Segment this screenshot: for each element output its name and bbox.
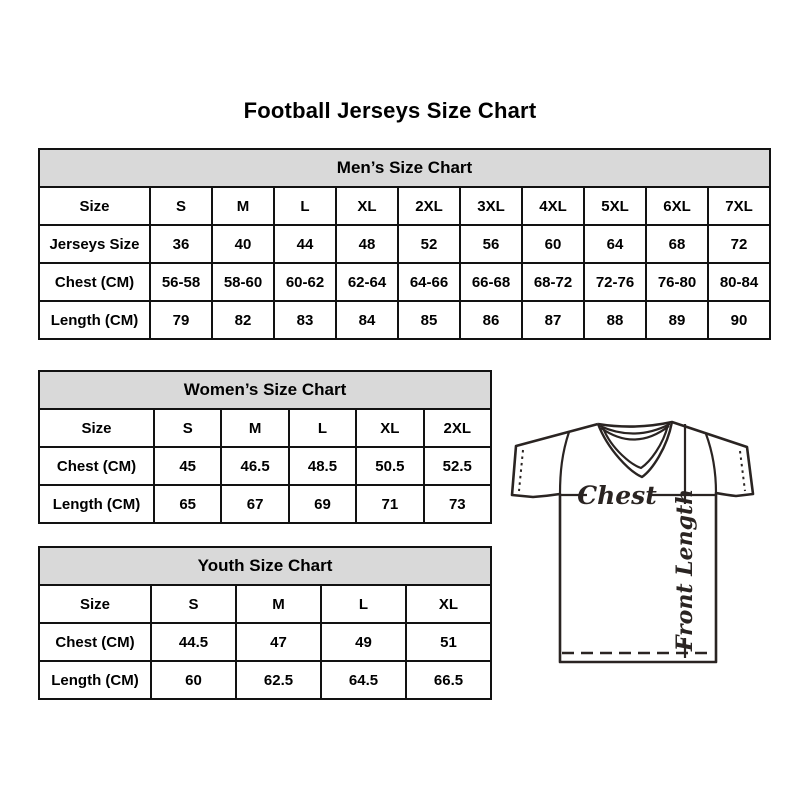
value-cell: 82 [212,301,274,339]
row-label: Chest (CM) [39,263,150,301]
value-cell: 47 [236,623,321,661]
column-header-row [39,585,491,623]
column-header: S [154,409,221,447]
value-cell: 56 [460,225,522,263]
value-cell: 51 [406,623,491,661]
table-row [39,263,770,301]
column-header: S [151,585,236,623]
value-cell: 85 [398,301,460,339]
value-cell: 52.5 [424,447,491,485]
column-header-row [39,187,770,225]
row-label: Chest (CM) [39,447,154,485]
value-cell: 40 [212,225,274,263]
mens-size-chart-table [38,148,771,340]
table-row [39,301,770,339]
value-cell: 65 [154,485,221,523]
column-header-size: Size [39,187,150,225]
value-cell: 86 [460,301,522,339]
value-cell: 62-64 [336,263,398,301]
left-sleeve-seam [560,432,569,494]
value-cell: 44 [274,225,336,263]
value-cell: 71 [356,485,423,523]
value-cell: 48.5 [289,447,356,485]
column-header: XL [406,585,491,623]
row-label: Chest (CM) [39,623,151,661]
mens-size-chart-title: Men’s Size Chart [39,149,770,187]
value-cell: 84 [336,301,398,339]
table-title-row [39,547,491,585]
value-cell: 72-76 [584,263,646,301]
value-cell: 60 [151,661,236,699]
column-header: 4XL [522,187,584,225]
value-cell: 52 [398,225,460,263]
value-cell: 64 [584,225,646,263]
value-cell: 36 [150,225,212,263]
column-header: 2XL [424,409,491,447]
value-cell: 80-84 [708,263,770,301]
table-row [39,661,491,699]
value-cell: 50.5 [356,447,423,485]
value-cell: 46.5 [221,447,288,485]
row-label: Length (CM) [39,485,154,523]
value-cell: 88 [584,301,646,339]
value-cell: 66.5 [406,661,491,699]
value-cell: 73 [424,485,491,523]
column-header: L [274,187,336,225]
table-title-row [39,149,770,187]
value-cell: 62.5 [236,661,321,699]
value-cell: 44.5 [151,623,236,661]
youth-size-chart-title: Youth Size Chart [39,547,491,585]
column-header: 2XL [398,187,460,225]
table-row [39,225,770,263]
right-sleeve-seam [706,434,716,493]
chest-label: Chest [577,481,657,510]
value-cell: 56-58 [150,263,212,301]
column-header: 3XL [460,187,522,225]
table-row [39,623,491,661]
value-cell: 90 [708,301,770,339]
value-cell: 89 [646,301,708,339]
row-label: Length (CM) [39,301,150,339]
row-label: Length (CM) [39,661,151,699]
column-header: M [221,409,288,447]
value-cell: 69 [289,485,356,523]
value-cell: 64.5 [321,661,406,699]
value-cell: 66-68 [460,263,522,301]
jersey-measurement-diagram [500,410,780,680]
column-header: L [289,409,356,447]
right-cuff-stitch-line [740,451,745,491]
column-header-size: Size [39,409,154,447]
column-header: M [212,187,274,225]
value-cell: 64-66 [398,263,460,301]
value-cell: 68-72 [522,263,584,301]
womens-size-chart-title: Women’s Size Chart [39,371,491,409]
column-header-size: Size [39,585,151,623]
value-cell: 83 [274,301,336,339]
column-header-row [39,409,491,447]
row-label: Jerseys Size [39,225,150,263]
column-header: L [321,585,406,623]
value-cell: 87 [522,301,584,339]
front-length-label: Front Length [672,488,698,652]
value-cell: 45 [154,447,221,485]
value-cell: 48 [336,225,398,263]
column-header: M [236,585,321,623]
left-cuff-stitch-line [519,450,523,491]
table-title-row [39,371,491,409]
value-cell: 72 [708,225,770,263]
value-cell: 68 [646,225,708,263]
table-row [39,485,491,523]
column-header: XL [356,409,423,447]
jersey-outline-shape [512,422,753,662]
value-cell: 67 [221,485,288,523]
value-cell: 60-62 [274,263,336,301]
column-header: 7XL [708,187,770,225]
womens-size-chart-table [38,370,492,524]
youth-size-chart-table [38,546,492,700]
table-row [39,447,491,485]
column-header: 5XL [584,187,646,225]
column-header: XL [336,187,398,225]
value-cell: 58-60 [212,263,274,301]
value-cell: 60 [522,225,584,263]
column-header: 6XL [646,187,708,225]
value-cell: 76-80 [646,263,708,301]
value-cell: 79 [150,301,212,339]
page-title: Football Jerseys Size Chart [243,98,537,123]
column-header: S [150,187,212,225]
value-cell: 49 [321,623,406,661]
